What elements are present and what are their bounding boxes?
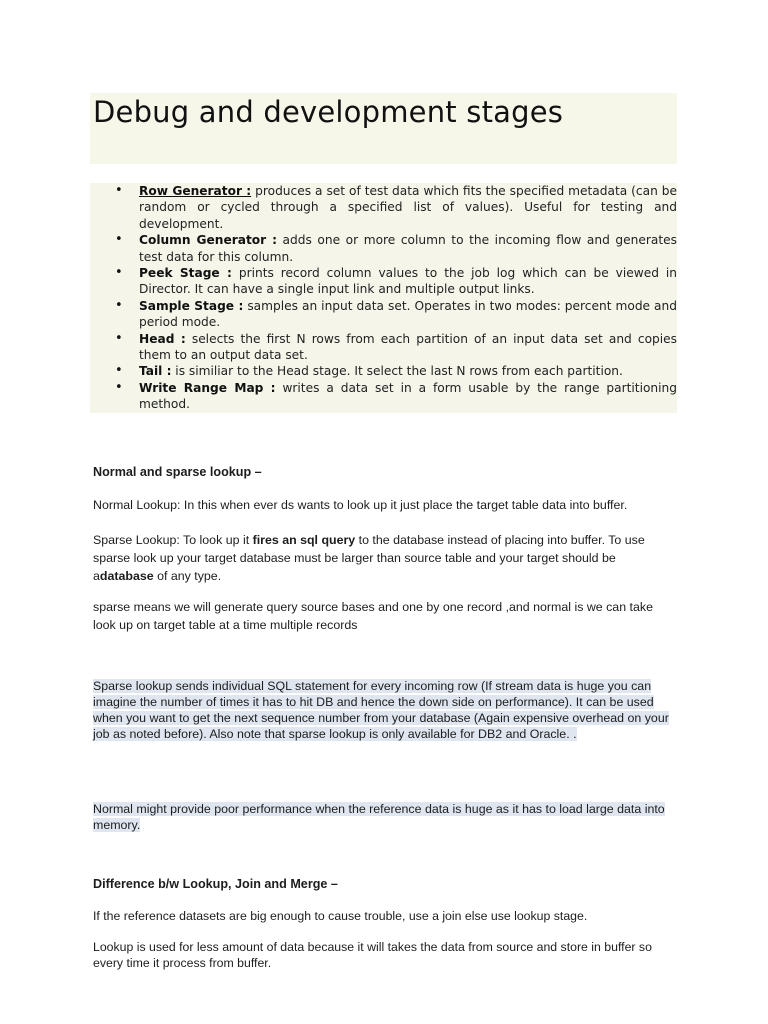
- list-item-term: Peek Stage :: [139, 266, 232, 281]
- sparse-detail-paragraph: [93, 678, 675, 742]
- stage-list: [90, 183, 677, 413]
- list-item: [90, 331, 677, 364]
- sparse-detail-text: Sparse lookup sends individual SQL statement for every incoming row (If stream data is huge you can imagine the number of times it has to hit DB and hence the down side on performance). It can be used when you want to get the next sequence number from your database (Again expensive overhead on your job as noted before). Also note that sparse lookup is only available for DB2 and Oracle. .: [93, 679, 669, 741]
- lookup-heading: Normal and sparse lookup –: [93, 465, 262, 479]
- list-item: [90, 265, 677, 298]
- list-item-text: samples an input data set. Operates in two modes: percent mode and period mode.: [139, 298, 677, 330]
- sparse-text-bold-query: fires an sql query: [252, 533, 356, 547]
- sparse-text-bold-database: database: [99, 569, 154, 583]
- list-item-term: Write Range Map :: [139, 380, 276, 395]
- normal-detail-text: Normal might provide poor performance when the reference data is huge as it has to load large data into memory.: [93, 802, 665, 832]
- list-item-text: adds one or more column to the incoming flow and generates test data for this column.: [139, 233, 677, 264]
- list-item: [90, 298, 677, 331]
- list-item-term: Tail :: [139, 364, 172, 379]
- list-item: [90, 183, 677, 232]
- list-item-text: produces a set of test data which fits the specified metadata (can be random or cycled through a specified list of values). Useful for testing and development.: [139, 184, 677, 231]
- list-item: [90, 380, 677, 413]
- difference-paragraph-1: If the reference datasets are big enough to cause trouble, use a join else use lookup stage.: [93, 909, 588, 923]
- sparse-lookup-paragraph: [93, 531, 675, 585]
- list-item-text: writes a data set in a form usable by the range partitioning method.: [139, 380, 677, 412]
- list-item-text: selects the first N rows from each partition of an input data set and copies them to an output data set.: [139, 331, 677, 363]
- sparse-text-a: Sparse Lookup: To look up it: [93, 533, 253, 547]
- sparse-means-paragraph: sparse means we will generate query source bases and one by one record ,and normal is we can take look up on target table at a time multiple records: [93, 600, 653, 632]
- list-item-term: Sample Stage :: [139, 298, 244, 313]
- normal-lookup-paragraph: Normal Lookup: In this when ever ds wants to look up it just place the target table data into buffer.: [93, 498, 628, 512]
- sparse-text-e: of any type.: [153, 569, 222, 583]
- list-item-text: is similiar to the Head stage. It select the last N rows from each partition.: [171, 364, 623, 379]
- normal-detail-paragraph: [93, 801, 675, 833]
- list-item: [90, 232, 677, 265]
- title-block: [90, 93, 677, 164]
- difference-heading: Difference b/w Lookup, Join and Merge –: [93, 877, 338, 891]
- sparse-text-c: to the database instead of placing into buffer. To use sparse look up your target database must be larger than source table and your target should be a: [93, 533, 645, 583]
- list-item-text: prints record column values to the job log which can be viewed in Director. It can have a single input link and multiple output links.: [139, 266, 678, 297]
- list-item: [90, 363, 677, 379]
- page-title: Debug and development stages: [93, 95, 564, 129]
- list-item-term: Column Generator :: [139, 233, 277, 248]
- difference-paragraph-2: Lookup is used for less amount of data because it will takes the data from source and store in buffer so every time it process from buffer.: [93, 940, 652, 970]
- list-item-term: Row Generator :: [139, 184, 252, 198]
- list-item-term: Head :: [139, 331, 186, 346]
